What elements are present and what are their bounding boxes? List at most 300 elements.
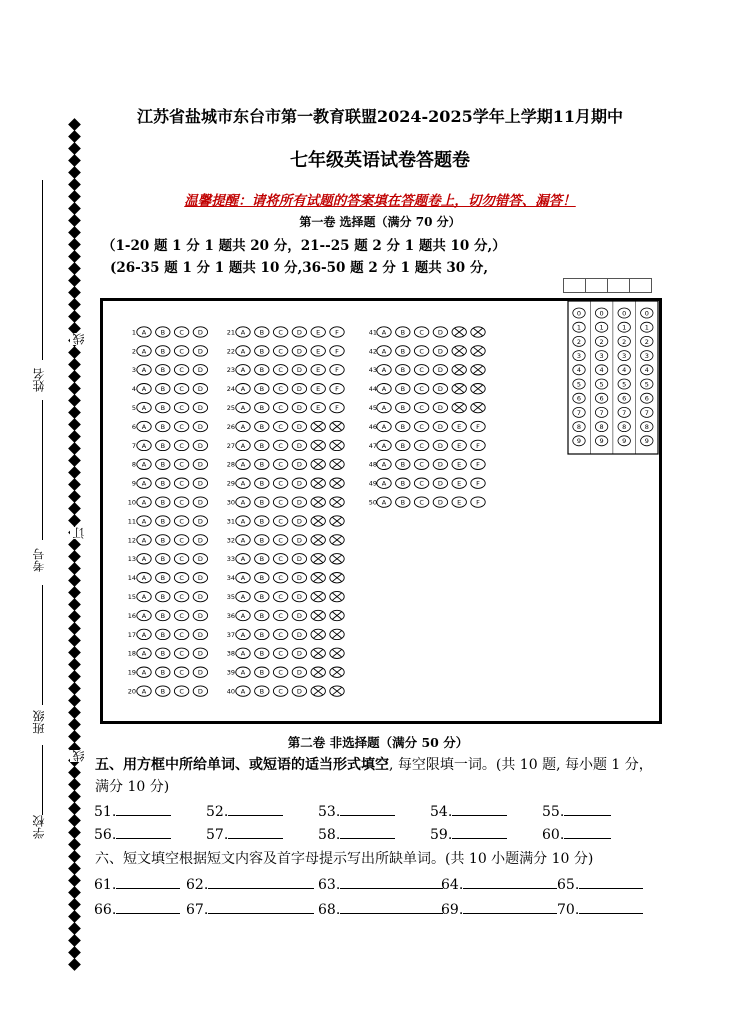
blank-62[interactable] <box>186 874 314 893</box>
answer-bubble-20-A[interactable] <box>137 686 151 696</box>
id-digit-bubble[interactable] <box>618 393 630 403</box>
answer-bubble-4-A[interactable] <box>137 384 151 394</box>
answer-bubble-19-C[interactable] <box>174 667 188 677</box>
answer-bubble-34-C[interactable] <box>273 573 287 583</box>
answer-bubble-25-F[interactable] <box>330 402 344 412</box>
answer-bubble-31-B[interactable] <box>255 516 269 526</box>
answer-underline[interactable] <box>208 899 314 914</box>
answer-bubble-35-A[interactable] <box>236 591 250 601</box>
answer-bubble-29-E[interactable] <box>311 478 325 488</box>
answer-bubble-25-D[interactable] <box>292 402 306 412</box>
id-digit-bubble[interactable] <box>595 322 607 332</box>
answer-bubble-49-C[interactable] <box>414 478 428 488</box>
id-digit-bubble[interactable] <box>573 379 585 389</box>
answer-bubble-16-A[interactable] <box>137 610 151 620</box>
answer-bubble-9-A[interactable] <box>137 478 151 488</box>
answer-bubble-37-C[interactable] <box>273 629 287 639</box>
answer-underline[interactable] <box>208 874 314 889</box>
answer-bubble-38-B[interactable] <box>255 648 269 658</box>
blank-56[interactable] <box>94 824 171 843</box>
answer-bubble-47-E[interactable] <box>452 440 466 450</box>
answer-bubble-31-A[interactable] <box>236 516 250 526</box>
answer-bubble-48-C[interactable] <box>414 459 428 469</box>
answer-bubble-18-C[interactable] <box>174 648 188 658</box>
answer-bubble-6-A[interactable] <box>137 421 151 431</box>
answer-bubble-7-D[interactable] <box>193 440 207 450</box>
answer-bubble-33-A[interactable] <box>236 554 250 564</box>
answer-bubble-43-C[interactable] <box>414 365 428 375</box>
answer-bubble-20-D[interactable] <box>193 686 207 696</box>
answer-underline[interactable] <box>340 801 395 816</box>
id-write-boxes[interactable] <box>563 278 651 293</box>
answer-bubble-29-D[interactable] <box>292 478 306 488</box>
answer-bubble-16-D[interactable] <box>193 610 207 620</box>
answer-bubble-39-F[interactable] <box>330 667 344 677</box>
answer-bubble-1-D[interactable] <box>193 327 207 337</box>
id-digit-bubble[interactable] <box>595 422 607 432</box>
answer-bubble-50-F[interactable] <box>471 497 485 507</box>
answer-underline[interactable] <box>340 824 395 839</box>
answer-bubble-42-A[interactable] <box>377 346 391 356</box>
answer-bubble-15-A[interactable] <box>137 591 151 601</box>
answer-underline[interactable] <box>564 824 611 839</box>
answer-bubble-24-A[interactable] <box>236 384 250 394</box>
answer-bubble-8-C[interactable] <box>174 459 188 469</box>
answer-bubble-27-C[interactable] <box>273 440 287 450</box>
answer-bubble-7-B[interactable] <box>156 440 170 450</box>
answer-bubble-38-E[interactable] <box>311 648 325 658</box>
answer-bubble-33-F[interactable] <box>330 554 344 564</box>
answer-bubble-47-B[interactable] <box>396 440 410 450</box>
answer-bubble-23-F[interactable] <box>330 365 344 375</box>
id-digit-bubble[interactable] <box>573 365 585 375</box>
blank-51[interactable] <box>94 801 171 820</box>
answer-bubble-38-C[interactable] <box>273 648 287 658</box>
answer-bubble-44-F[interactable] <box>471 384 485 394</box>
answer-bubble-25-A[interactable] <box>236 402 250 412</box>
answer-bubble-44-B[interactable] <box>396 384 410 394</box>
answer-bubble-13-B[interactable] <box>156 554 170 564</box>
answer-bubble-34-F[interactable] <box>330 573 344 583</box>
blank-64[interactable] <box>441 874 557 893</box>
answer-bubble-32-D[interactable] <box>292 535 306 545</box>
answer-bubble-36-D[interactable] <box>292 610 306 620</box>
answer-bubble-4-C[interactable] <box>174 384 188 394</box>
answer-bubble-29-B[interactable] <box>255 478 269 488</box>
answer-bubble-6-D[interactable] <box>193 421 207 431</box>
id-digit-bubble[interactable] <box>641 365 653 375</box>
answer-bubble-21-F[interactable] <box>330 327 344 337</box>
answer-bubble-40-F[interactable] <box>330 686 344 696</box>
answer-bubble-26-E[interactable] <box>311 421 325 431</box>
answer-bubble-48-F[interactable] <box>471 459 485 469</box>
id-digit-bubble[interactable] <box>573 336 585 346</box>
answer-underline[interactable] <box>463 874 557 889</box>
answer-bubble-23-A[interactable] <box>236 365 250 375</box>
answer-underline[interactable] <box>116 824 171 839</box>
id-digit-bubble[interactable] <box>618 407 630 417</box>
answer-bubble-47-D[interactable] <box>433 440 447 450</box>
answer-bubble-26-A[interactable] <box>236 421 250 431</box>
answer-bubble-37-E[interactable] <box>311 629 325 639</box>
answer-bubble-29-A[interactable] <box>236 478 250 488</box>
blank-68[interactable] <box>318 899 443 918</box>
answer-bubble-26-D[interactable] <box>292 421 306 431</box>
answer-bubble-5-D[interactable] <box>193 402 207 412</box>
answer-bubble-28-F[interactable] <box>330 459 344 469</box>
answer-bubble-14-D[interactable] <box>193 573 207 583</box>
id-digit-bubble[interactable] <box>618 379 630 389</box>
answer-underline[interactable] <box>452 824 507 839</box>
blank-63[interactable] <box>318 874 443 893</box>
answer-bubble-50-C[interactable] <box>414 497 428 507</box>
answer-bubble-5-C[interactable] <box>174 402 188 412</box>
answer-bubble-42-D[interactable] <box>433 346 447 356</box>
answer-bubble-35-C[interactable] <box>273 591 287 601</box>
answer-bubble-5-A[interactable] <box>137 402 151 412</box>
answer-bubble-42-F[interactable] <box>471 346 485 356</box>
answer-bubble-38-F[interactable] <box>330 648 344 658</box>
answer-bubble-47-C[interactable] <box>414 440 428 450</box>
answer-bubble-39-B[interactable] <box>255 667 269 677</box>
id-digit-bubble[interactable] <box>595 351 607 361</box>
answer-bubble-10-B[interactable] <box>156 497 170 507</box>
answer-bubble-14-C[interactable] <box>174 573 188 583</box>
answer-bubble-21-E[interactable] <box>311 327 325 337</box>
answer-bubble-8-A[interactable] <box>137 459 151 469</box>
answer-underline[interactable] <box>340 899 443 914</box>
id-digit-bubble[interactable] <box>618 336 630 346</box>
answer-bubble-44-D[interactable] <box>433 384 447 394</box>
answer-bubble-1-B[interactable] <box>156 327 170 337</box>
answer-bubble-40-D[interactable] <box>292 686 306 696</box>
answer-bubble-31-E[interactable] <box>311 516 325 526</box>
answer-bubble-50-D[interactable] <box>433 497 447 507</box>
answer-bubble-41-D[interactable] <box>433 327 447 337</box>
answer-bubble-27-F[interactable] <box>330 440 344 450</box>
answer-bubble-2-A[interactable] <box>137 346 151 356</box>
answer-underline[interactable] <box>228 801 283 816</box>
answer-bubble-25-C[interactable] <box>273 402 287 412</box>
answer-bubble-45-E[interactable] <box>452 402 466 412</box>
answer-bubble-32-C[interactable] <box>273 535 287 545</box>
id-digit-bubble[interactable] <box>595 407 607 417</box>
answer-bubble-24-D[interactable] <box>292 384 306 394</box>
answer-bubble-31-C[interactable] <box>273 516 287 526</box>
answer-bubble-29-F[interactable] <box>330 478 344 488</box>
answer-bubble-2-D[interactable] <box>193 346 207 356</box>
answer-bubble-38-A[interactable] <box>236 648 250 658</box>
id-digit-bubble[interactable] <box>618 365 630 375</box>
answer-bubble-22-D[interactable] <box>292 346 306 356</box>
blank-59[interactable] <box>430 824 507 843</box>
id-digit-bubble[interactable] <box>573 422 585 432</box>
answer-bubble-11-D[interactable] <box>193 516 207 526</box>
answer-bubble-48-B[interactable] <box>396 459 410 469</box>
answer-bubble-41-C[interactable] <box>414 327 428 337</box>
blank-54[interactable] <box>430 801 507 820</box>
answer-bubble-49-D[interactable] <box>433 478 447 488</box>
answer-bubble-26-B[interactable] <box>255 421 269 431</box>
answer-bubble-22-C[interactable] <box>273 346 287 356</box>
answer-bubble-22-E[interactable] <box>311 346 325 356</box>
answer-bubble-23-C[interactable] <box>273 365 287 375</box>
answer-bubble-36-E[interactable] <box>311 610 325 620</box>
answer-bubble-21-A[interactable] <box>236 327 250 337</box>
answer-bubble-24-F[interactable] <box>330 384 344 394</box>
answer-bubble-30-A[interactable] <box>236 497 250 507</box>
answer-bubble-11-A[interactable] <box>137 516 151 526</box>
answer-bubble-28-C[interactable] <box>273 459 287 469</box>
id-digit-bubble[interactable] <box>641 322 653 332</box>
answer-bubble-10-D[interactable] <box>193 497 207 507</box>
answer-bubble-19-D[interactable] <box>193 667 207 677</box>
answer-bubble-21-B[interactable] <box>255 327 269 337</box>
answer-bubble-5-B[interactable] <box>156 402 170 412</box>
answer-bubble-19-B[interactable] <box>156 667 170 677</box>
answer-bubble-22-F[interactable] <box>330 346 344 356</box>
answer-bubble-33-E[interactable] <box>311 554 325 564</box>
answer-bubble-41-B[interactable] <box>396 327 410 337</box>
answer-bubble-20-C[interactable] <box>174 686 188 696</box>
answer-bubble-13-D[interactable] <box>193 554 207 564</box>
answer-bubble-7-A[interactable] <box>137 440 151 450</box>
answer-bubble-36-A[interactable] <box>236 610 250 620</box>
answer-bubble-1-C[interactable] <box>174 327 188 337</box>
answer-bubble-43-E[interactable] <box>452 365 466 375</box>
answer-bubble-25-B[interactable] <box>255 402 269 412</box>
answer-bubble-17-B[interactable] <box>156 629 170 639</box>
id-digit-bubble[interactable] <box>618 322 630 332</box>
answer-bubble-49-A[interactable] <box>377 478 391 488</box>
answer-bubble-40-A[interactable] <box>236 686 250 696</box>
answer-bubble-12-B[interactable] <box>156 535 170 545</box>
answer-bubble-27-E[interactable] <box>311 440 325 450</box>
answer-underline[interactable] <box>116 874 180 889</box>
answer-bubble-46-C[interactable] <box>414 421 428 431</box>
answer-bubble-28-E[interactable] <box>311 459 325 469</box>
id-digit-bubble[interactable] <box>573 322 585 332</box>
id-digit-bubble[interactable] <box>573 351 585 361</box>
answer-bubble-47-A[interactable] <box>377 440 391 450</box>
answer-bubble-46-F[interactable] <box>471 421 485 431</box>
answer-bubble-49-B[interactable] <box>396 478 410 488</box>
answer-bubble-15-D[interactable] <box>193 591 207 601</box>
answer-bubble-47-F[interactable] <box>471 440 485 450</box>
answer-bubble-32-B[interactable] <box>255 535 269 545</box>
answer-bubble-35-F[interactable] <box>330 591 344 601</box>
answer-bubble-45-A[interactable] <box>377 402 391 412</box>
answer-bubble-30-B[interactable] <box>255 497 269 507</box>
answer-bubble-37-F[interactable] <box>330 629 344 639</box>
answer-bubble-44-A[interactable] <box>377 384 391 394</box>
answer-bubble-40-B[interactable] <box>255 686 269 696</box>
answer-bubble-2-C[interactable] <box>174 346 188 356</box>
answer-bubble-16-C[interactable] <box>174 610 188 620</box>
answer-bubble-23-E[interactable] <box>311 365 325 375</box>
answer-bubble-43-B[interactable] <box>396 365 410 375</box>
answer-bubble-28-B[interactable] <box>255 459 269 469</box>
answer-bubble-17-A[interactable] <box>137 629 151 639</box>
answer-bubble-13-A[interactable] <box>137 554 151 564</box>
blank-66[interactable] <box>94 899 180 918</box>
answer-bubble-3-A[interactable] <box>137 365 151 375</box>
answer-underline[interactable] <box>228 824 283 839</box>
answer-bubble-24-B[interactable] <box>255 384 269 394</box>
answer-bubble-11-C[interactable] <box>174 516 188 526</box>
answer-bubble-12-A[interactable] <box>137 535 151 545</box>
answer-bubble-28-D[interactable] <box>292 459 306 469</box>
answer-bubble-14-B[interactable] <box>156 573 170 583</box>
answer-bubble-18-A[interactable] <box>137 648 151 658</box>
answer-bubble-36-F[interactable] <box>330 610 344 620</box>
answer-bubble-43-D[interactable] <box>433 365 447 375</box>
blank-67[interactable] <box>186 899 314 918</box>
answer-underline[interactable] <box>579 874 643 889</box>
id-digit-bubble[interactable] <box>641 379 653 389</box>
answer-bubble-2-B[interactable] <box>156 346 170 356</box>
answer-bubble-9-C[interactable] <box>174 478 188 488</box>
answer-bubble-38-D[interactable] <box>292 648 306 658</box>
id-box[interactable] <box>607 278 630 293</box>
answer-bubble-35-E[interactable] <box>311 591 325 601</box>
answer-bubble-4-D[interactable] <box>193 384 207 394</box>
answer-bubble-29-C[interactable] <box>273 478 287 488</box>
answer-bubble-44-E[interactable] <box>452 384 466 394</box>
answer-bubble-14-A[interactable] <box>137 573 151 583</box>
answer-bubble-18-D[interactable] <box>193 648 207 658</box>
answer-bubble-50-A[interactable] <box>377 497 391 507</box>
answer-underline[interactable] <box>452 801 507 816</box>
answer-underline[interactable] <box>564 801 611 816</box>
answer-underline[interactable] <box>116 899 180 914</box>
id-digit-bubble[interactable] <box>595 393 607 403</box>
answer-bubble-37-A[interactable] <box>236 629 250 639</box>
answer-bubble-46-B[interactable] <box>396 421 410 431</box>
answer-bubble-12-C[interactable] <box>174 535 188 545</box>
answer-bubble-1-A[interactable] <box>137 327 151 337</box>
answer-bubble-41-F[interactable] <box>471 327 485 337</box>
id-digit-bubble[interactable] <box>595 336 607 346</box>
answer-bubble-50-B[interactable] <box>396 497 410 507</box>
id-digit-bubble[interactable] <box>573 308 585 318</box>
answer-bubble-45-B[interactable] <box>396 402 410 412</box>
answer-bubble-40-C[interactable] <box>273 686 287 696</box>
answer-bubble-34-B[interactable] <box>255 573 269 583</box>
id-digit-bubble[interactable] <box>618 351 630 361</box>
id-digit-bubble[interactable] <box>573 393 585 403</box>
answer-bubble-30-C[interactable] <box>273 497 287 507</box>
id-digit-bubble[interactable] <box>618 308 630 318</box>
blank-70[interactable] <box>557 899 643 918</box>
answer-bubble-35-D[interactable] <box>292 591 306 601</box>
id-box[interactable] <box>585 278 608 293</box>
id-digit-bubble[interactable] <box>641 436 653 446</box>
id-digit-bubble[interactable] <box>595 365 607 375</box>
answer-bubble-41-E[interactable] <box>452 327 466 337</box>
answer-bubble-48-D[interactable] <box>433 459 447 469</box>
id-digit-bubble[interactable] <box>641 407 653 417</box>
answer-bubble-35-B[interactable] <box>255 591 269 601</box>
answer-bubble-8-D[interactable] <box>193 459 207 469</box>
answer-bubble-3-B[interactable] <box>156 365 170 375</box>
answer-bubble-9-D[interactable] <box>193 478 207 488</box>
answer-bubble-39-D[interactable] <box>292 667 306 677</box>
answer-bubble-6-C[interactable] <box>174 421 188 431</box>
omr-bubble-grid[interactable] <box>103 301 659 721</box>
answer-bubble-30-D[interactable] <box>292 497 306 507</box>
answer-bubble-43-F[interactable] <box>471 365 485 375</box>
blank-52[interactable] <box>206 801 283 820</box>
answer-bubble-21-D[interactable] <box>292 327 306 337</box>
answer-bubble-39-E[interactable] <box>311 667 325 677</box>
answer-bubble-39-C[interactable] <box>273 667 287 677</box>
id-digit-bubble[interactable] <box>641 351 653 361</box>
blank-61[interactable] <box>94 874 180 893</box>
answer-bubble-23-D[interactable] <box>292 365 306 375</box>
answer-bubble-42-B[interactable] <box>396 346 410 356</box>
answer-underline[interactable] <box>579 899 643 914</box>
answer-bubble-7-C[interactable] <box>174 440 188 450</box>
answer-underline[interactable] <box>463 899 557 914</box>
id-digit-bubble[interactable] <box>618 436 630 446</box>
answer-bubble-15-B[interactable] <box>156 591 170 601</box>
answer-bubble-11-B[interactable] <box>156 516 170 526</box>
answer-bubble-37-D[interactable] <box>292 629 306 639</box>
answer-bubble-45-F[interactable] <box>471 402 485 412</box>
answer-bubble-12-D[interactable] <box>193 535 207 545</box>
id-box[interactable] <box>629 278 652 293</box>
answer-bubble-15-C[interactable] <box>174 591 188 601</box>
answer-bubble-46-A[interactable] <box>377 421 391 431</box>
answer-bubble-17-D[interactable] <box>193 629 207 639</box>
answer-bubble-42-C[interactable] <box>414 346 428 356</box>
id-box[interactable] <box>563 278 586 293</box>
answer-bubble-21-C[interactable] <box>273 327 287 337</box>
answer-bubble-27-B[interactable] <box>255 440 269 450</box>
answer-bubble-46-D[interactable] <box>433 421 447 431</box>
answer-bubble-43-A[interactable] <box>377 365 391 375</box>
answer-bubble-10-A[interactable] <box>137 497 151 507</box>
answer-bubble-16-B[interactable] <box>156 610 170 620</box>
blank-69[interactable] <box>441 899 557 918</box>
blank-60[interactable] <box>542 824 611 843</box>
answer-bubble-30-F[interactable] <box>330 497 344 507</box>
answer-bubble-42-E[interactable] <box>452 346 466 356</box>
answer-underline[interactable] <box>340 874 443 889</box>
answer-bubble-39-A[interactable] <box>236 667 250 677</box>
id-digit-bubble[interactable] <box>641 308 653 318</box>
answer-bubble-34-E[interactable] <box>311 573 325 583</box>
id-digit-bubble[interactable] <box>595 308 607 318</box>
answer-bubble-8-B[interactable] <box>156 459 170 469</box>
id-digit-bubble[interactable] <box>595 436 607 446</box>
answer-bubble-37-B[interactable] <box>255 629 269 639</box>
answer-bubble-33-C[interactable] <box>273 554 287 564</box>
id-digit-bubble[interactable] <box>573 436 585 446</box>
answer-bubble-32-E[interactable] <box>311 535 325 545</box>
answer-bubble-13-C[interactable] <box>174 554 188 564</box>
blank-55[interactable] <box>542 801 611 820</box>
answer-bubble-49-E[interactable] <box>452 478 466 488</box>
answer-bubble-36-B[interactable] <box>255 610 269 620</box>
answer-bubble-17-C[interactable] <box>174 629 188 639</box>
id-digit-bubble[interactable] <box>641 336 653 346</box>
answer-underline[interactable] <box>116 801 171 816</box>
answer-bubble-28-A[interactable] <box>236 459 250 469</box>
id-digit-bubble[interactable] <box>641 393 653 403</box>
answer-bubble-34-A[interactable] <box>236 573 250 583</box>
